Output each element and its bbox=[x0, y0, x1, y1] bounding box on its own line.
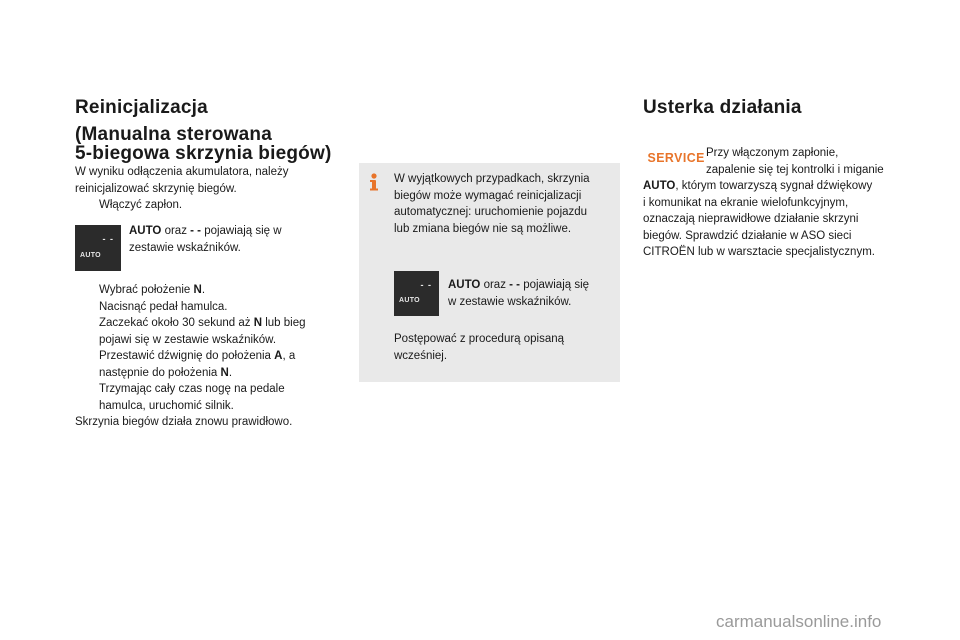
intro-line1: W wyniku odłączenia akumulatora, należy bbox=[75, 166, 289, 178]
indicator-note: AUTO oraz - - pojawiają się w zestawie wskaźników. bbox=[129, 225, 282, 254]
display-dash: - - bbox=[102, 234, 114, 244]
section-title-reinit: Reinicjalizacja bbox=[75, 97, 208, 118]
step-press-brake: Nacisnąć pedał hamulca. bbox=[99, 300, 228, 313]
malfunction-text-body: AUTO, którym towarzyszą sygnał dźwiękowy i komunikat na ekranie wielofunkcyjnym, oznaczają nieprawidłowe działanie skrzyni biegów. Sprawdzić działanie w ASO sieci CITROËN lub w warsztacie specjalistycznym. bbox=[643, 180, 875, 258]
step-wait: Zaczekać około 30 sekund aż N lub bieg pojawi się w zestawie wskaźników. bbox=[99, 317, 306, 346]
step-move-lever: Przestawić dźwignię do położenia A, a następnie do położenia N. bbox=[99, 350, 296, 379]
info-paragraph-1: W wyjątkowych przypadkach, skrzynia biegów może wymagać reinicjalizacji automatycznej: uruchomienie pojazdu lub zmiana biegów nie są możliwe. bbox=[394, 173, 590, 235]
service-warning-icon: SERVICE bbox=[647, 150, 705, 165]
section-title-malfunction: Usterka działania bbox=[643, 97, 802, 118]
info-icon bbox=[367, 172, 381, 192]
info-indicator-note: AUTO oraz - - pojawiają się w zestawie wskaźników. bbox=[448, 279, 590, 308]
step-select-n: Wybrać położenie N. bbox=[99, 284, 206, 296]
intro-line2: reinicjalizować skrzynię biegów. bbox=[75, 182, 237, 195]
section-subtitle-line2: 5-biegowa skrzynia biegów) bbox=[75, 143, 332, 164]
display-auto-label: AUTO bbox=[399, 297, 420, 304]
display-auto-label: AUTO bbox=[80, 252, 101, 259]
section-subtitle-line1: (Manualna sterowana bbox=[75, 124, 273, 145]
malfunction-text-top: Przy włączonym zapłonie, zapalenie się tej kontrolki i miganie bbox=[706, 147, 884, 176]
display-dash: - - bbox=[420, 280, 432, 290]
step-start-engine: Trzymając cały czas nogę na pedale hamulca, uruchomić silnik. bbox=[99, 383, 285, 412]
steps-list bbox=[75, 282, 345, 431]
intro-text bbox=[75, 164, 345, 214]
watermark: carmanualsonline.info bbox=[716, 612, 882, 631]
info-auto-display-thumbnail bbox=[394, 271, 439, 316]
auto-display-thumbnail bbox=[75, 225, 121, 271]
info-box bbox=[359, 163, 620, 382]
step-ignition-on: Włączyć zapłon. bbox=[99, 199, 183, 211]
info-paragraph-2: Postępować z procedurą opisaną wcześniej. bbox=[394, 333, 565, 362]
outro-text: Skrzynia biegów działa znowu prawidłowo. bbox=[75, 416, 293, 428]
